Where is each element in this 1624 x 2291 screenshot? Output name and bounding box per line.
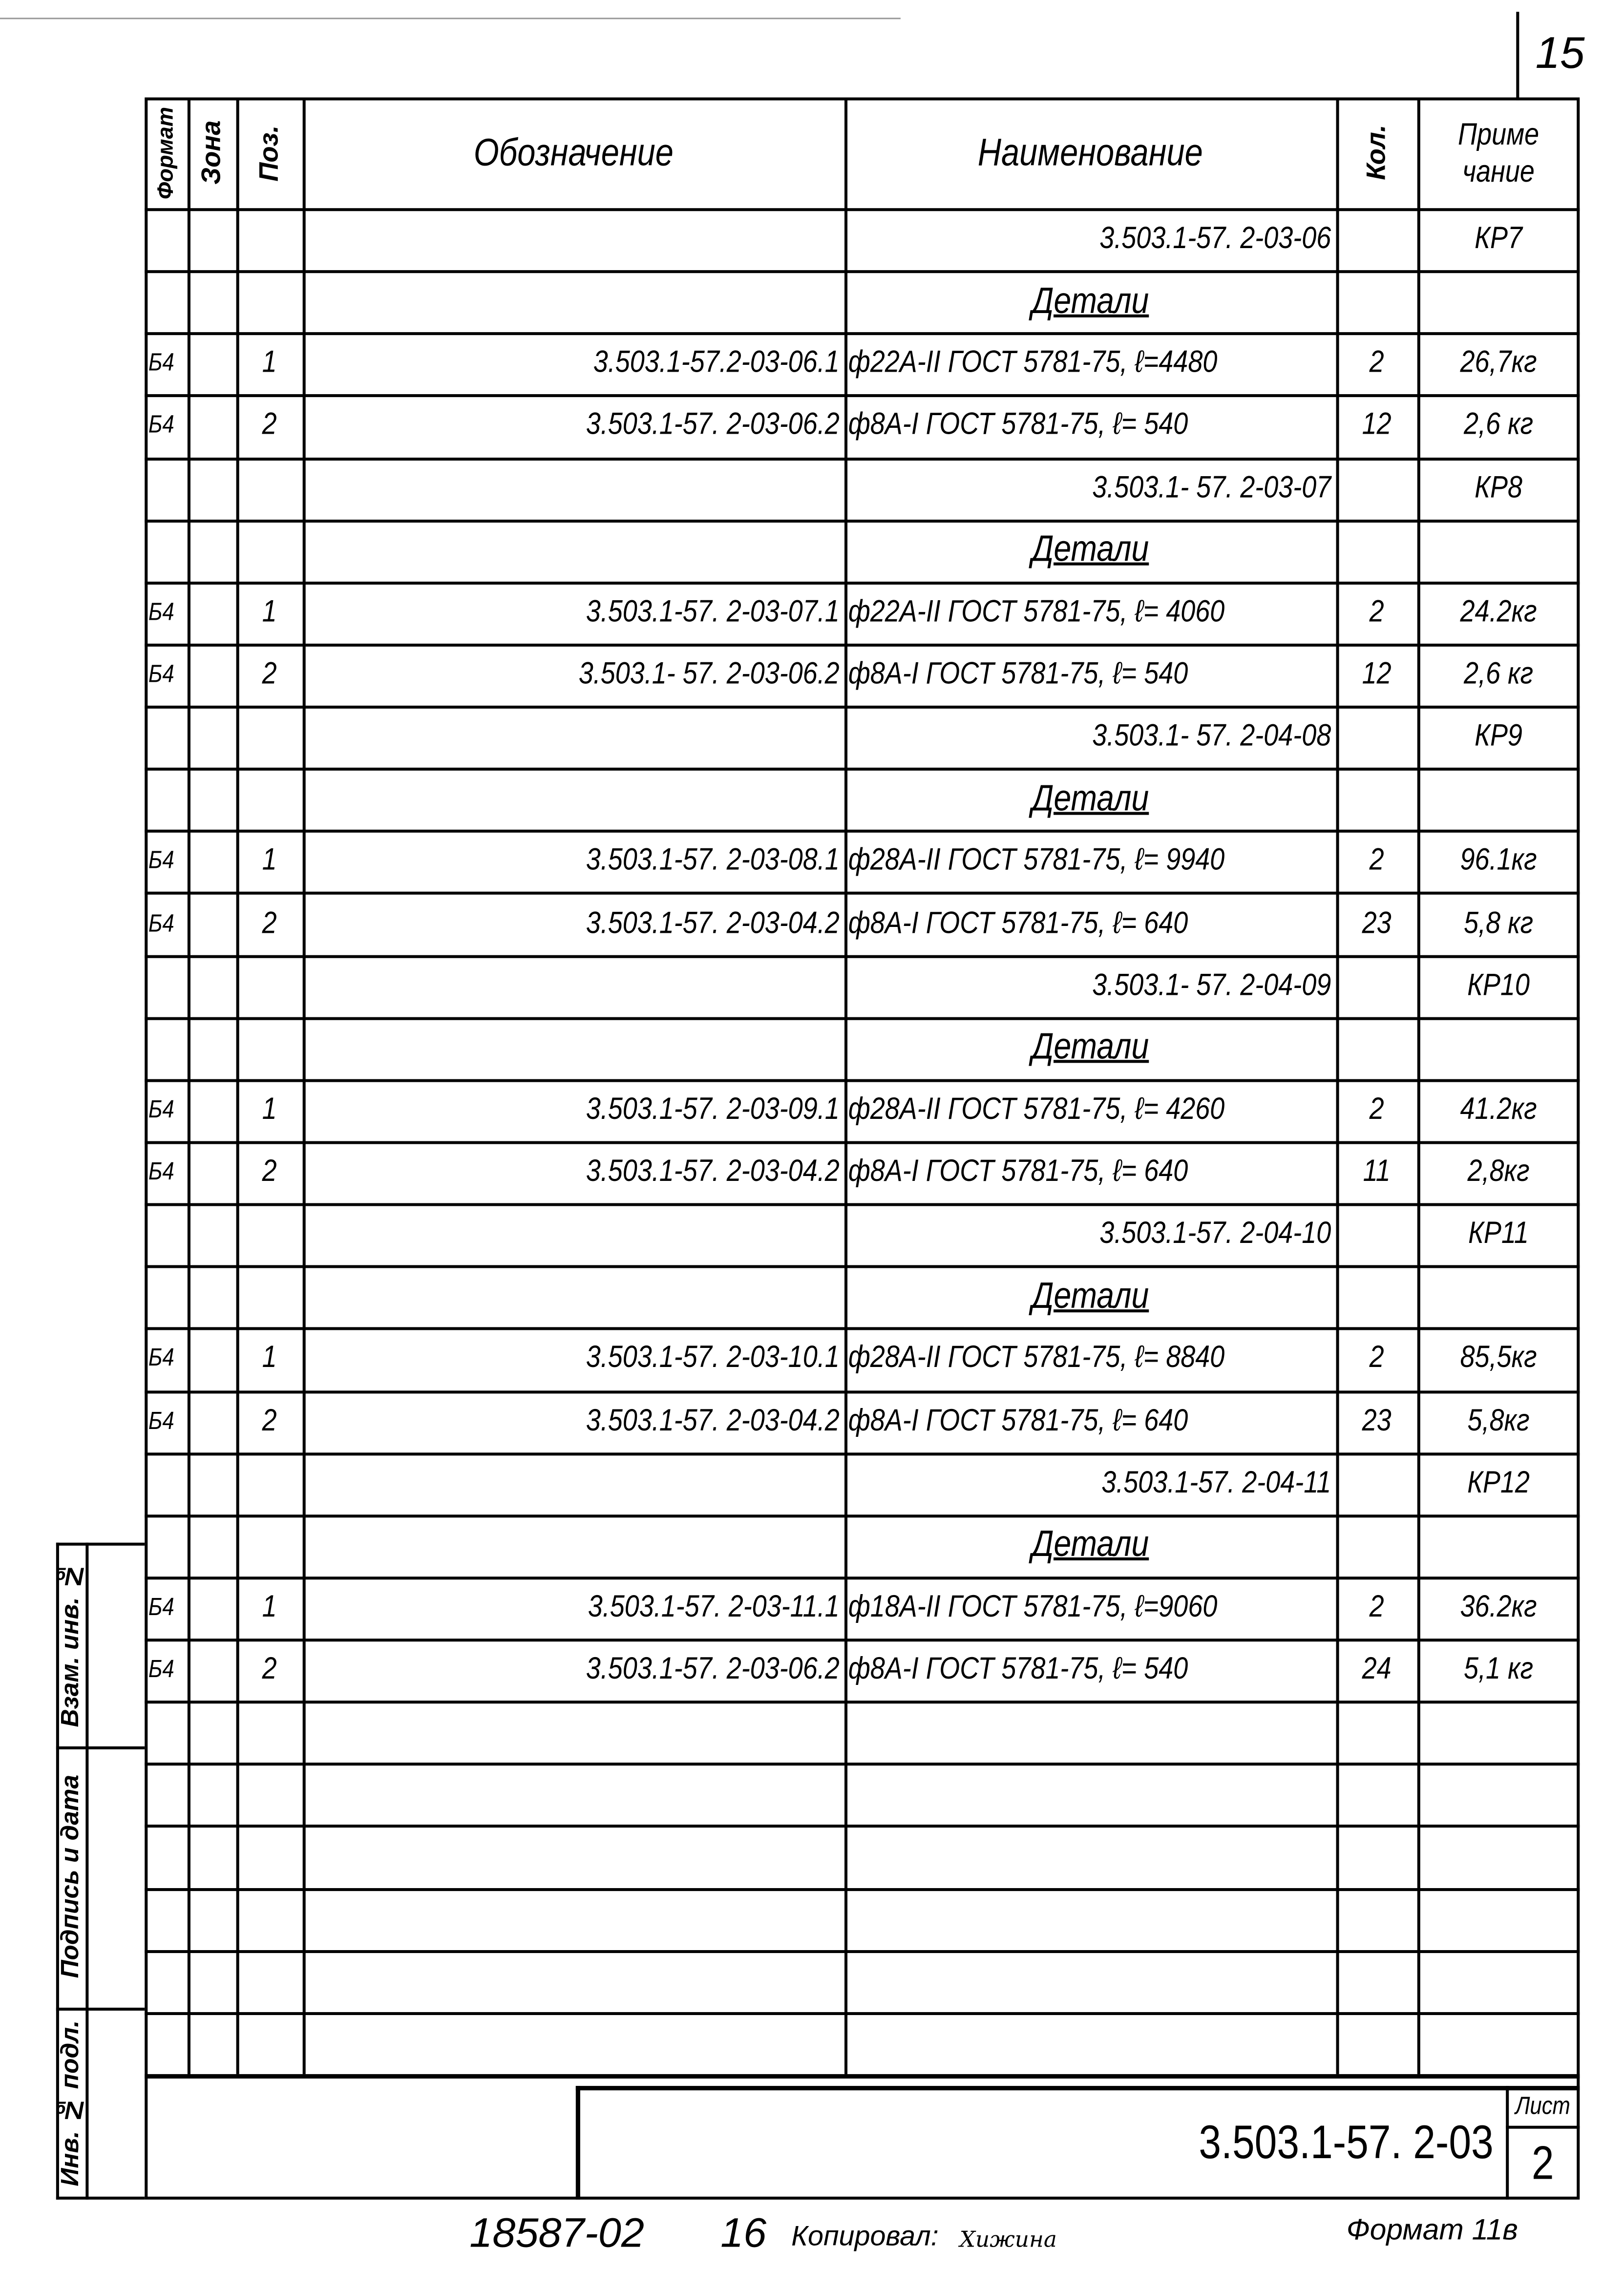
cell-designation: 3.503.1-57. 2-03-09.1 xyxy=(586,1092,840,1127)
cell-designation: 3.503.1-57. 2-03-11.1 xyxy=(588,1590,840,1624)
cell-qty: 2 xyxy=(1369,843,1384,878)
cell-qty: 24 xyxy=(1362,1652,1392,1686)
copied-by-label: Копировал: xyxy=(791,2222,939,2253)
sheet-label: Лист xyxy=(1515,2091,1570,2120)
cell-name: 3.503.1-57. 2-03-06 xyxy=(1099,221,1331,256)
cell-name: ф8А-I ГОСТ 5781-75, ℓ= 640 xyxy=(848,1154,1188,1189)
title-block-top xyxy=(145,2074,1580,2079)
cell-name: ф28А-II ГОСТ 5781-75, ℓ= 8840 xyxy=(848,1341,1225,1375)
cell-name: Детали xyxy=(1032,528,1149,570)
cell-pos: 1 xyxy=(262,1092,277,1127)
cell-designation: 3.503.1-57. 2-03-06.2 xyxy=(586,408,840,442)
cell-format: Б4 xyxy=(148,1655,174,1683)
header-note: Приме чание xyxy=(1457,117,1540,189)
row-divider xyxy=(145,706,1580,709)
cell-note: 96.1кг xyxy=(1460,843,1537,878)
cell-note: КР10 xyxy=(1467,967,1530,1002)
row-divider xyxy=(145,954,1580,957)
row-divider xyxy=(145,1950,1580,1953)
cell-name: Детали xyxy=(1032,1524,1149,1566)
cell-name: 3.503.1- 57. 2-03-07 xyxy=(1092,470,1331,504)
row-divider xyxy=(145,768,1580,771)
cell-name: ф8А-I ГОСТ 5781-75, ℓ= 640 xyxy=(848,905,1188,940)
cell-name: ф8А-I ГОСТ 5781-75, ℓ= 540 xyxy=(848,408,1188,442)
sheet-number: 2 xyxy=(1531,2135,1554,2189)
side-label-replace-inv: Взам. инв. № xyxy=(56,1562,84,1727)
cell-note: 41.2кг xyxy=(1460,1092,1537,1127)
row-divider xyxy=(145,519,1580,522)
cell-name: ф18А-II ГОСТ 5781-75, ℓ=9060 xyxy=(848,1590,1218,1624)
side-label-inv-original: Инв. № подл. xyxy=(56,2020,84,2187)
cell-qty: 23 xyxy=(1362,905,1392,940)
cell-pos: 1 xyxy=(262,346,277,380)
scan-edge-line xyxy=(0,18,901,19)
cell-format: Б4 xyxy=(148,1593,174,1621)
cell-qty: 2 xyxy=(1369,594,1384,629)
header-pos: Поз. xyxy=(253,125,284,181)
cell-note: 36.2кг xyxy=(1460,1590,1537,1624)
row-divider xyxy=(145,2012,1580,2015)
document-code: 3.503.1-57. 2-03 xyxy=(1199,2115,1494,2168)
cell-name: ф8А-I ГОСТ 5781-75, ℓ= 540 xyxy=(848,1652,1188,1686)
cell-format: Б4 xyxy=(148,1406,174,1434)
cell-note: 5,1 кг xyxy=(1463,1652,1534,1686)
cell-designation: 3.503.1-57. 2-03-04.2 xyxy=(586,905,840,940)
header-format: Формат xyxy=(153,106,179,199)
header-divider xyxy=(145,208,1580,211)
cell-qty: 2 xyxy=(1369,1092,1384,1127)
cell-name: Детали xyxy=(1032,1026,1149,1068)
cell-name: Детали xyxy=(1032,1275,1149,1317)
cell-note: 5,8кг xyxy=(1467,1403,1530,1437)
cell-pos: 1 xyxy=(262,594,277,629)
row-divider xyxy=(145,1452,1580,1455)
cell-designation: 3.503.1-57. 2-03-04.2 xyxy=(586,1154,840,1189)
cell-name: ф8А-I ГОСТ 5781-75, ℓ= 540 xyxy=(848,657,1188,691)
column-divider xyxy=(303,97,306,2074)
cell-note: КР9 xyxy=(1475,719,1522,753)
row-divider xyxy=(145,1203,1580,1206)
side-label-signature-date: Подпись и дата xyxy=(56,1775,84,1979)
cell-pos: 1 xyxy=(262,1590,277,1624)
column-divider xyxy=(1417,97,1420,2074)
cell-qty: 23 xyxy=(1362,1403,1392,1437)
cell-format: Б4 xyxy=(148,1095,174,1124)
row-divider xyxy=(145,457,1580,460)
archive-number: 18587-02 xyxy=(469,2209,644,2256)
cell-format: Б4 xyxy=(148,597,174,626)
cell-name: ф22А-II ГОСТ 5781-75, ℓ=4480 xyxy=(848,346,1218,380)
cell-name: 3.503.1- 57. 2-04-08 xyxy=(1092,719,1331,753)
cell-format: Б4 xyxy=(148,411,174,440)
cell-designation: 3.503.1-57. 2-03-06.2 xyxy=(586,1652,840,1686)
header-name: Наименование xyxy=(977,129,1203,174)
cell-qty: 12 xyxy=(1362,408,1392,442)
cell-format: Б4 xyxy=(148,1344,174,1372)
cell-pos: 2 xyxy=(262,1403,277,1437)
cell-name: Детали xyxy=(1032,778,1149,819)
column-divider xyxy=(1336,97,1339,2074)
header-designation: Обозначение xyxy=(473,129,674,174)
cell-pos: 2 xyxy=(262,1652,277,1686)
page-number: 15 xyxy=(1535,29,1585,79)
cell-note: КР11 xyxy=(1468,1217,1529,1251)
cell-qty: 2 xyxy=(1369,1341,1384,1375)
cell-pos: 2 xyxy=(262,1154,277,1189)
cell-name: 3.503.1-57. 2-04-11 xyxy=(1101,1465,1331,1500)
column-divider xyxy=(188,97,190,2074)
cell-pos: 2 xyxy=(262,657,277,691)
row-divider xyxy=(145,1514,1580,1517)
cell-pos: 2 xyxy=(262,408,277,442)
row-divider xyxy=(145,1017,1580,1020)
cell-name: Детали xyxy=(1032,280,1149,322)
cell-note: 2,6 кг xyxy=(1463,657,1534,691)
cell-qty: 11 xyxy=(1363,1154,1391,1189)
format-label: Формат 11в xyxy=(1346,2214,1518,2247)
cell-pos: 1 xyxy=(262,843,277,878)
sheet-box-divider xyxy=(1506,2086,1509,2200)
cell-qty: 2 xyxy=(1369,1590,1384,1624)
cell-note: 85,5кг xyxy=(1460,1341,1537,1375)
cell-name: ф22А-II ГОСТ 5781-75, ℓ= 4060 xyxy=(848,594,1225,629)
column-divider xyxy=(236,97,239,2074)
cell-pos: 2 xyxy=(262,905,277,940)
cell-note: 2,6 кг xyxy=(1463,408,1534,442)
cell-note: 2,8кг xyxy=(1467,1154,1530,1189)
cell-note: КР8 xyxy=(1475,470,1522,504)
header-zone: Зона xyxy=(196,121,226,185)
cell-name: ф28А-II ГОСТ 5781-75, ℓ= 9940 xyxy=(848,843,1225,878)
row-divider xyxy=(145,1701,1580,1704)
side-strip-divider xyxy=(85,1543,88,2200)
header-qty: Кол. xyxy=(1361,125,1391,181)
cell-qty: 12 xyxy=(1362,657,1392,691)
cell-format: Б4 xyxy=(148,349,174,377)
cell-note: КР12 xyxy=(1467,1465,1530,1500)
cell-designation: 3.503.1-57. 2-03-10.1 xyxy=(586,1341,840,1375)
cell-format: Б4 xyxy=(148,1157,174,1186)
cell-designation: 3.503.1-57. 2-03-07.1 xyxy=(586,594,840,629)
row-divider xyxy=(145,271,1580,273)
page-number-divider xyxy=(1516,12,1519,100)
cell-name: ф28А-II ГОСТ 5781-75, ℓ= 4260 xyxy=(848,1092,1225,1127)
cell-format: Б4 xyxy=(148,660,174,688)
cell-note: 5,8 кг xyxy=(1463,905,1534,940)
cell-qty: 2 xyxy=(1369,346,1384,380)
cell-designation: 3.503.1-57. 2-03-04.2 xyxy=(586,1403,840,1437)
cell-note: 26,7кг xyxy=(1460,346,1537,380)
row-divider xyxy=(145,1825,1580,1828)
cell-format: Б4 xyxy=(148,908,174,937)
cell-name: 3.503.1- 57. 2-04-09 xyxy=(1092,967,1331,1002)
cell-format: Б4 xyxy=(148,846,174,875)
cell-note: 24.2кг xyxy=(1460,594,1537,629)
copier-signature: Хижина xyxy=(959,2226,1057,2253)
row-divider xyxy=(145,1763,1580,1766)
sheet-total: 16 xyxy=(720,2209,767,2256)
cell-name: ф8А-I ГОСТ 5781-75, ℓ= 640 xyxy=(848,1403,1188,1437)
cell-note: КР7 xyxy=(1475,221,1522,256)
row-divider xyxy=(145,1265,1580,1268)
cell-designation: 3.503.1-57. 2-03-08.1 xyxy=(586,843,840,878)
row-divider xyxy=(145,1888,1580,1891)
cell-designation: 3.503.1-57.2-03-06.1 xyxy=(593,346,840,380)
cell-pos: 1 xyxy=(262,1341,277,1375)
cell-name: 3.503.1-57. 2-04-10 xyxy=(1099,1217,1331,1251)
cell-designation: 3.503.1- 57. 2-03-06.2 xyxy=(578,657,840,691)
